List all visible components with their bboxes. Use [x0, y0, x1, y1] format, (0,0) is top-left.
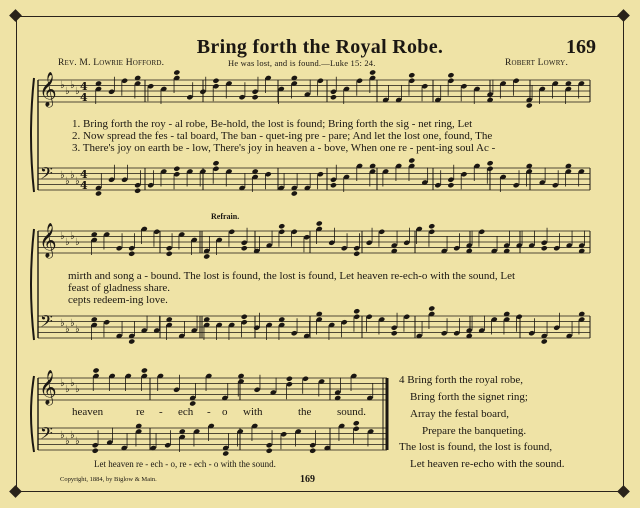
page-number-bottom: 169	[300, 474, 315, 485]
stanza-4-line-3: Array the festal board,	[410, 408, 509, 420]
time-signature-bottom: 4	[80, 91, 88, 104]
note-head	[316, 220, 323, 226]
note-head	[330, 94, 337, 100]
bass-clef-icon: 𝄢	[40, 311, 53, 335]
note-head	[447, 72, 454, 78]
flat-icon: ♭	[75, 384, 80, 395]
treble-clef-icon: 𝄞	[39, 72, 57, 107]
note-head	[369, 69, 376, 75]
stanza-4-line-5: The lost is found, the lost is found,	[399, 441, 553, 453]
page-number-top: 169	[566, 36, 596, 58]
note-head	[241, 314, 248, 320]
note-head	[447, 182, 454, 188]
stanza-4-line-1: 4 Bring forth the royal robe,	[399, 374, 524, 386]
treble-clef-icon: 𝄞	[39, 370, 57, 405]
flat-icon: ♭	[70, 170, 75, 181]
system-brace	[31, 78, 34, 192]
note-head	[128, 251, 135, 257]
ending-lyric-word: ech	[178, 406, 194, 418]
note-head	[291, 190, 298, 196]
time-signature-top: 4	[80, 80, 88, 93]
note-head	[241, 245, 248, 251]
flat-icon: ♭	[70, 378, 75, 389]
treble-clef-icon: 𝄞	[39, 223, 57, 258]
note-head	[330, 182, 337, 188]
flat-icon: ♭	[70, 231, 75, 242]
note-head	[173, 69, 180, 75]
flat-icon: ♭	[60, 80, 65, 91]
ending-lyric-word: -	[207, 406, 211, 418]
note-head	[391, 330, 398, 336]
ending-lyric-word: the	[298, 406, 312, 418]
refrain-lyric-line-1: mirth and song a - bound. The lost is found, the lost is found, Let heaven re-ech-o with the sound, Let	[68, 270, 516, 282]
ending-lyric-word: with	[243, 406, 263, 418]
verse-line-3: 3. There's joy on earth be - low, There's joy in heaven a - bove, When one re - pent-ing soul Ac -	[72, 142, 496, 154]
note-head	[252, 94, 259, 100]
note-head	[428, 305, 435, 311]
refrain-label: Refrain.	[211, 212, 240, 221]
time-signature-top: 4	[80, 168, 88, 181]
note-head	[541, 338, 548, 344]
note-head	[203, 253, 210, 259]
refrain-lyric-line-2: feast of gladness share.	[68, 282, 171, 294]
flat-icon: ♭	[65, 436, 70, 447]
note-head	[353, 420, 360, 426]
note-head	[408, 72, 415, 78]
note-head	[266, 448, 273, 454]
note-head	[92, 367, 99, 373]
scripture-reference: He was lost, and is found.—Luke 15: 24.	[228, 58, 376, 68]
ending-lyric-word: o	[222, 406, 228, 418]
flat-icon: ♭	[60, 318, 65, 329]
flat-icon: ♭	[75, 436, 80, 447]
note-head	[212, 78, 219, 84]
author-credit: Rev. M. Lowrie Hofford.	[58, 58, 165, 68]
note-head	[428, 223, 435, 229]
note-head	[286, 376, 293, 382]
note-head	[212, 160, 219, 166]
flat-icon: ♭	[75, 86, 80, 97]
ending-lyric-word: -	[159, 406, 163, 418]
note-head	[353, 308, 360, 314]
flat-icon: ♭	[75, 176, 80, 187]
ending-lyric-word: heaven	[72, 406, 104, 418]
bass-clef-icon: 𝄢	[40, 163, 53, 187]
note-head	[487, 160, 494, 166]
copyright-notice: Copyright, 1884, by Biglow & Main.	[60, 476, 157, 483]
note-head	[278, 223, 285, 229]
flat-icon: ♭	[70, 430, 75, 441]
stanza-4-line-2: Bring forth the signet ring;	[410, 391, 528, 403]
note-head	[526, 102, 533, 108]
stanza-4-line-4: Prepare the banqueting.	[422, 425, 527, 437]
system-brace	[31, 376, 34, 452]
note-head	[92, 448, 99, 454]
flat-icon: ♭	[65, 176, 70, 187]
flat-icon: ♭	[60, 430, 65, 441]
flat-icon: ♭	[60, 231, 65, 242]
flat-icon: ♭	[75, 324, 80, 335]
bass-clef-icon: 𝄢	[40, 423, 53, 447]
time-signature-bottom: 4	[80, 179, 88, 192]
system-brace	[31, 229, 34, 340]
note-head	[134, 188, 141, 194]
flat-icon: ♭	[75, 237, 80, 248]
stanza-4-line-6: Let heaven re-echo with the sound.	[410, 458, 565, 470]
refrain-lyric-line-3: cepts redeem-ing love.	[68, 294, 168, 306]
note-head	[173, 166, 180, 172]
flat-icon: ♭	[60, 378, 65, 389]
bass-ending-lyric: Let heaven re - ech - o, re - ech - o with the sound.	[94, 459, 276, 469]
verse-line-2: 2. Now spread the fes - tal board, The ban - quet-ing pre - pare; And let the lost one, found, The	[72, 130, 493, 142]
flat-icon: ♭	[60, 170, 65, 181]
verse-line-1: 1. Bring forth the roy - al robe, Be-hold, the lost is found; Bring forth the sig - net ring, Let	[72, 118, 473, 130]
hymn-title: Bring forth the Royal Robe.	[196, 36, 444, 58]
flat-icon: ♭	[65, 384, 70, 395]
flat-icon: ♭	[70, 80, 75, 91]
note-head	[353, 251, 360, 257]
note-head	[309, 448, 316, 454]
composer-credit: Robert Lowry.	[505, 58, 569, 68]
note-head	[95, 190, 102, 196]
flat-icon: ♭	[65, 324, 70, 335]
flat-icon: ♭	[65, 237, 70, 248]
note-head	[408, 157, 415, 163]
note-head	[141, 367, 148, 373]
note-head	[541, 245, 548, 251]
note-head	[222, 450, 229, 456]
ending-lyric-word: sound.	[337, 406, 367, 418]
note-head	[166, 251, 173, 257]
ending-lyric-word: re	[136, 406, 145, 418]
flat-icon: ♭	[70, 318, 75, 329]
note-head	[128, 338, 135, 344]
flat-icon: ♭	[65, 86, 70, 97]
